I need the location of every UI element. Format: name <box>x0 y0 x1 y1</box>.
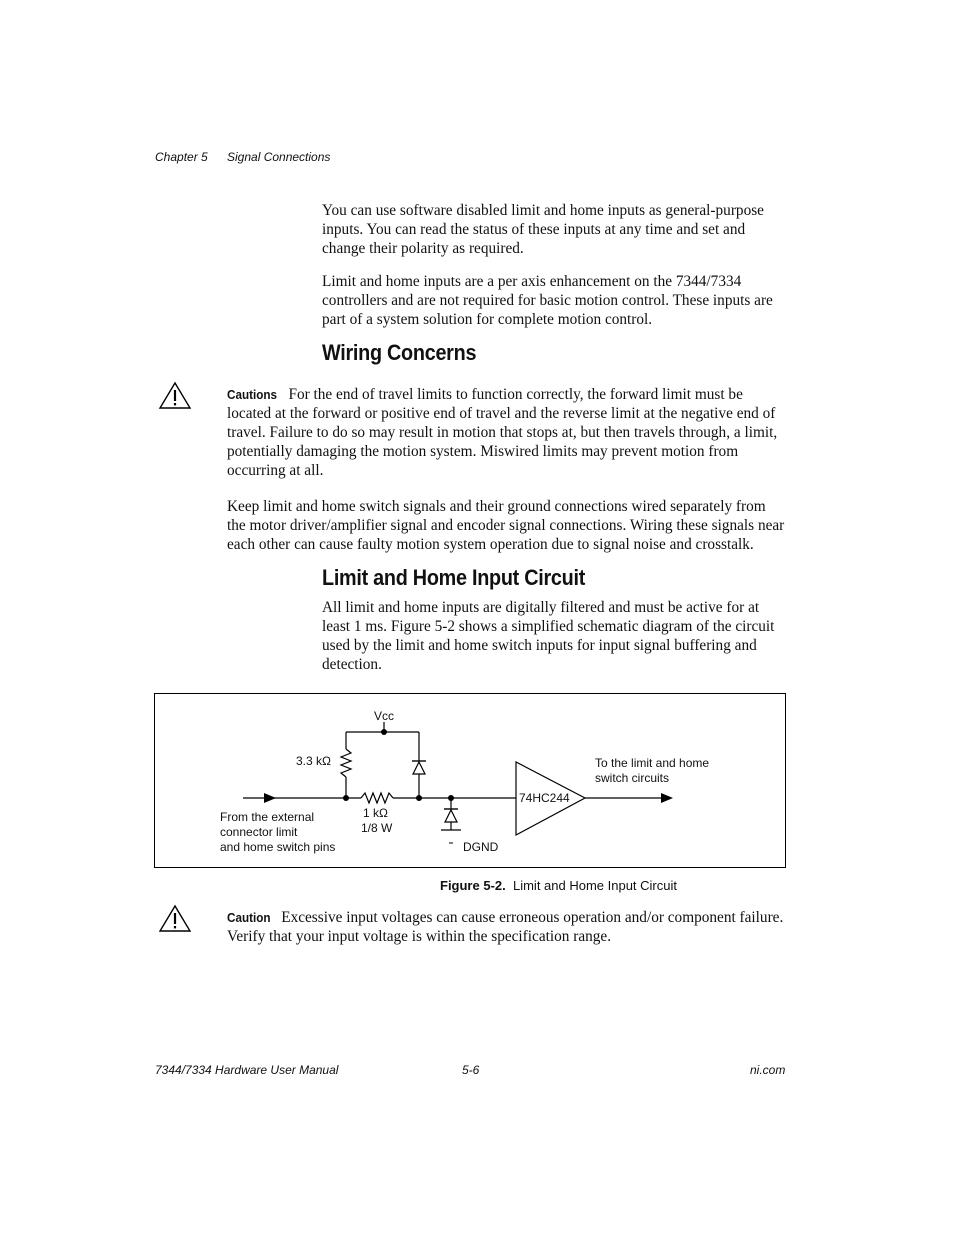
figure-frame <box>154 693 786 868</box>
section-label: Signal Connections <box>227 150 331 164</box>
intro-paragraph-2: Limit and home inputs are a per axis enhancement on the 7344/7334 controllers and are not required for basic motion control. These inputs are part of a system solution for complete motion control. <box>322 273 773 328</box>
series-resistor-value: 1 kΩ <box>363 806 388 820</box>
input-label-2: connector limit <box>220 825 298 839</box>
caution-input-voltage <box>227 908 787 946</box>
wiring-caution <box>227 385 787 480</box>
intro-paragraph-1: You can use software disabled limit and home inputs as general-purpose inputs. You can read the status of these inputs at any time and set and change their polarity as required. <box>322 202 764 257</box>
input-arrow <box>264 793 276 803</box>
wiring-paragraph: Keep limit and home switch signals and their ground connections wired separately from the motor driver/amplifier signal and encoder signal connections. Wiring these signals near each other can cause faulty motion system operation due to signal noise and crosstalk. <box>227 498 785 553</box>
clamp-diode-vcc <box>413 762 425 774</box>
footer-page-number: 5-6 <box>462 1063 480 1077</box>
caution-label: Cautions <box>227 387 278 402</box>
pullup-resistor-label: 3.3 kΩ <box>296 754 331 768</box>
output-label-2: switch circuits <box>595 771 670 785</box>
wiring-heading: Wiring Concerns <box>322 340 477 365</box>
limit-home-paragraph: All limit and home inputs are digitally filtered and must be active for at least 1 ms. Figure 5-2 shows a simplified schematic diagram of the circuit used by the limit and home switch inputs for input signal buffering and detection. <box>322 599 775 673</box>
limit-home-heading: Limit and Home Input Circuit <box>322 565 586 590</box>
footer-site: ni.com <box>750 1063 786 1077</box>
series-resistor <box>361 793 393 803</box>
caution2-text: Excessive input voltages can cause erroneous operation and/or component failure. Verify that your input voltage is within the specification range. <box>227 909 784 945</box>
figure-title: Limit and Home Input Circuit <box>512 878 677 893</box>
output-label-1: To the limit and home <box>595 756 710 770</box>
footer-manual: 7344/7334 Hardware User Manual <box>155 1063 339 1077</box>
series-resistor-power: 1/8 W <box>361 821 393 835</box>
input-label-3: and home switch pins <box>220 840 336 854</box>
running-header <box>155 150 330 164</box>
vcc-label: Vcc <box>374 709 395 723</box>
output-arrow <box>661 793 673 803</box>
figure-caption <box>440 878 677 893</box>
figure-number: Figure 5-2. <box>440 878 506 893</box>
chapter-label: Chapter 5 <box>155 150 208 164</box>
pullup-resistor <box>341 749 351 777</box>
buffer-label: 74HC244 <box>519 791 570 805</box>
circuit-diagram <box>155 694 785 867</box>
input-label-1: From the external <box>220 810 315 824</box>
caution-text: For the end of travel limits to function correctly, the forward limit must be located at the forward or positive end of travel and the reverse limit at the negative end of travel. Failure to do so may result in motion that stops at, but then travels through, a limit, potentially damaging the motion system. Miswired limits may prevent motion from occurring at all. <box>227 386 778 479</box>
ground-label: DGND <box>463 840 499 854</box>
caution2-label: Caution <box>227 910 271 925</box>
warning-icon <box>158 381 192 411</box>
clamp-diode-ground <box>445 810 457 822</box>
warning-icon <box>158 904 192 934</box>
